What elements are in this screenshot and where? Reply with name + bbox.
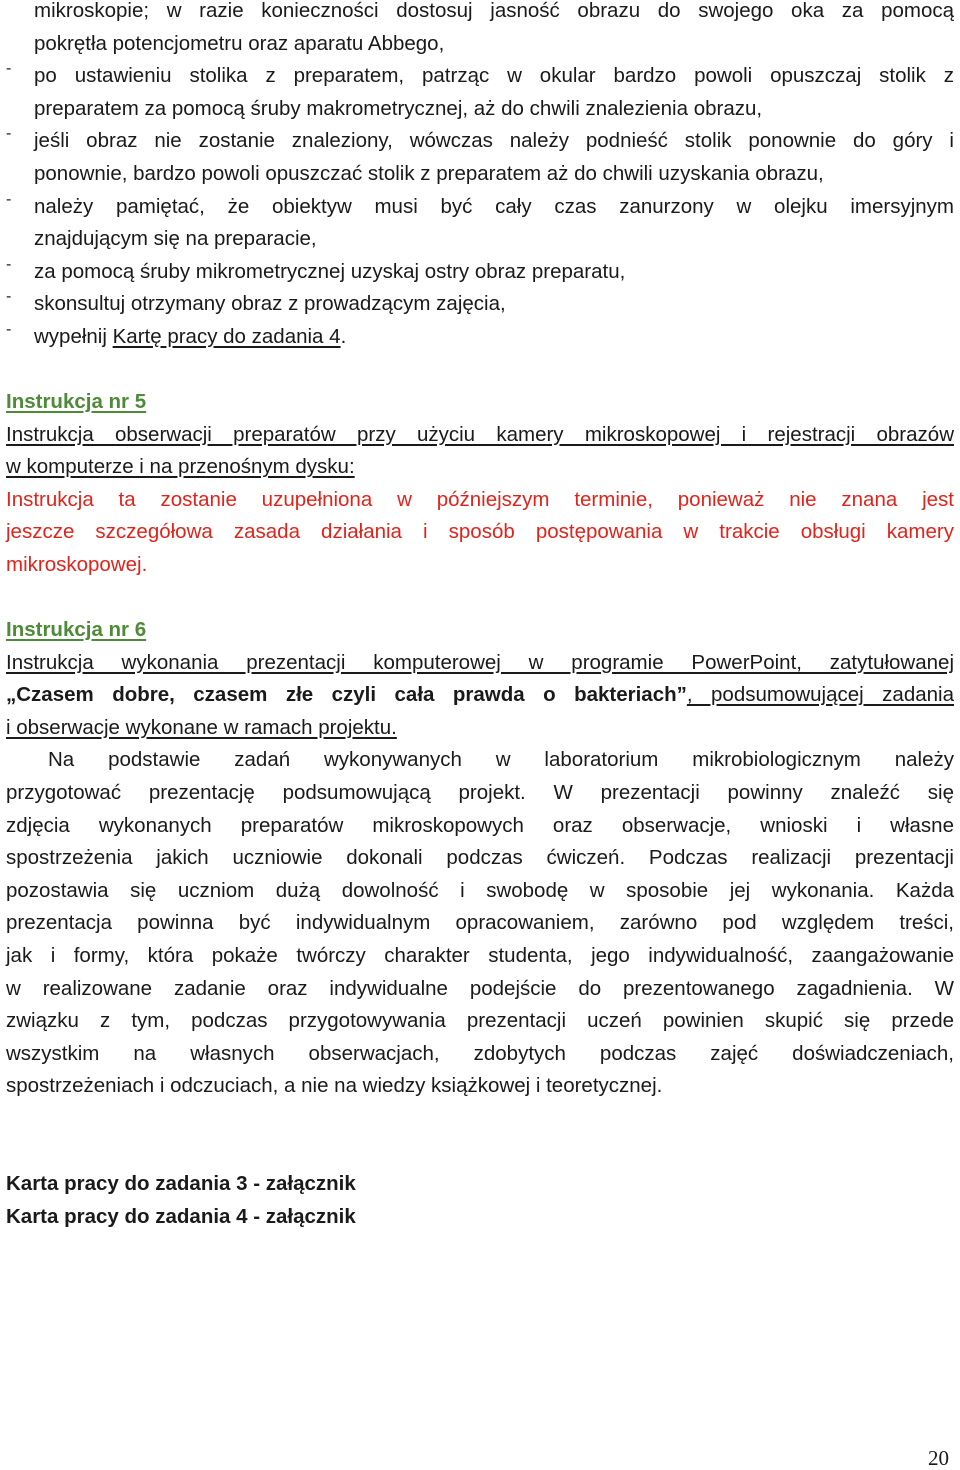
instruction-5-title-line <box>6 419 954 452</box>
list-item <box>6 321 954 354</box>
list-text-line: pokrętła potencjometru oraz aparatu Abbego, <box>34 31 445 55</box>
list-text-line: preparatem za pomocą śruby makrometrycznej, aż do chwili znalezienia obrazu, <box>34 96 763 120</box>
list-text-line: za pomocą śruby mikrometrycznej uzyskaj ostry obraz preparatu, <box>34 259 626 283</box>
worksheet-4-link[interactable]: Kartę pracy do zadania 4 <box>112 324 341 348</box>
instruction-6-title-text: Instrukcja wykonania prezentacji komputerowej w programie PowerPoint, zatytułowanej <box>6 650 954 674</box>
presentation-title: „Czasem dobre, czasem złe czyli cała prawda o bakteriach” <box>6 683 687 707</box>
body-line: spostrzeżeniach i odczuciach, a nie na wiedzy książkowej i teoretycznej. <box>6 1074 663 1098</box>
attachment-worksheet-4: Karta pracy do zadania 4 - załącznik <box>6 1204 356 1228</box>
body-line: związku z tym, podczas przygotowywania prezentacji uczeń powinien skupić się przede <box>6 1009 954 1033</box>
attachments-list <box>6 1168 954 1233</box>
list-text-line: znajdującym się na preparacie, <box>34 227 317 251</box>
body-line: prezentacja powinna być indywidualnym opracowaniem, zarówno pod względem treści, <box>6 911 954 935</box>
body-line: zdjęcia wykonanych preparatów mikroskopowych oraz obserwacje, wnioski i własne <box>6 813 954 837</box>
list-dash: - <box>6 288 12 306</box>
list-item <box>6 125 954 190</box>
body-line: pozostawia się uczniom dużą dowolność i swobodę w sposobie jej wykonania. Każda <box>6 878 954 902</box>
list-item <box>6 256 954 289</box>
instruction-5-note-line: Instrukcja ta zostanie uzupełniona w późniejszym terminie, ponieważ nie znana jest <box>6 487 954 511</box>
instruction-6-title-line <box>6 679 954 712</box>
list-item <box>6 60 954 125</box>
instruction-6-title-text: , podsumowującej zadania <box>686 683 954 707</box>
list-text-line: po ustawieniu stolika z preparatem, patrząc w okular bardzo powoli opuszczaj stolik z <box>34 64 954 88</box>
instruction-6-title-text: i obserwacje wykonane w ramach projektu. <box>6 715 397 739</box>
list-dash: - <box>6 320 12 338</box>
instruction-list <box>6 0 954 354</box>
body-line: wszystkim na własnych obserwacjach, zdobytych podczas zajęć doświadczeniach, <box>6 1041 954 1065</box>
page-number: 20 <box>928 1446 949 1470</box>
instruction-6-heading: Instrukcja nr 6 <box>6 618 147 641</box>
instruction-5-title-line <box>6 451 954 484</box>
list-text-line: ponownie, bardzo powoli opuszczać stolik z preparatem aż do chwili uzyskania obrazu, <box>34 161 824 185</box>
instruction-5-heading: Instrukcja nr 5 <box>6 390 147 413</box>
list-dash: - <box>6 190 12 208</box>
body-line: jak i formy, która pokaże twórczy charakter studenta, jego indywidualność, zaangażowanie <box>6 943 954 967</box>
list-text-line: należy pamiętać, że obiektyw musi być cały czas zanurzony w olejku imersyjnym <box>34 194 954 218</box>
attachment-worksheet-3: Karta pracy do zadania 3 - załącznik <box>6 1172 356 1195</box>
instruction-6-section <box>6 614 954 1103</box>
instruction-6-body <box>6 744 954 1103</box>
list-text: . <box>340 324 347 348</box>
list-item <box>6 0 954 60</box>
list-text-line: jeśli obraz nie zostanie znaleziony, wówczas należy podnieść stolik ponownie do góry i <box>34 129 954 153</box>
list-text: wypełnij <box>34 324 113 348</box>
instruction-5-section <box>6 386 954 582</box>
body-line: spostrzeżenia jakich uczniowie dokonali podczas ćwiczeń. Podczas realizacji prezentacji <box>6 846 954 870</box>
instruction-5-title-text: w komputerze i na przenośnym dysku: <box>6 455 355 479</box>
list-dash: - <box>6 125 12 143</box>
list-text-line <box>34 321 954 354</box>
instruction-6-title-line <box>6 712 954 745</box>
list-dash: - <box>6 60 12 78</box>
list-item <box>6 191 954 256</box>
list-dash: - <box>6 255 12 273</box>
list-text-line: skonsultuj otrzymany obraz z prowadzącym zajęcia, <box>34 292 506 316</box>
instruction-6-title-line <box>6 647 954 680</box>
body-line: w realizowane zadanie oraz indywidualne podejście do prezentowanego zagadnienia. W <box>6 976 954 1000</box>
list-text-line: mikroskopie; w razie konieczności dostosuj jasność obrazu do swojego oka za pomocą <box>34 0 954 22</box>
body-line: przygotować prezentację podsumowującą projekt. W prezentacji powinny znaleźć się <box>6 780 954 804</box>
instruction-5-note-line: mikroskopowej. <box>6 552 148 576</box>
instruction-5-note-line: jeszcze szczegółowa zasada działania i sposób postępowania w trakcie obsługi kamery <box>6 520 954 544</box>
list-item <box>6 288 954 321</box>
instruction-5-title-text: Instrukcja obserwacji preparatów przy użyciu kamery mikroskopowej i rejestracji obrazów <box>6 422 954 446</box>
body-line: Na podstawie zadań wykonywanych w laboratorium mikrobiologicznym należy <box>48 748 954 772</box>
